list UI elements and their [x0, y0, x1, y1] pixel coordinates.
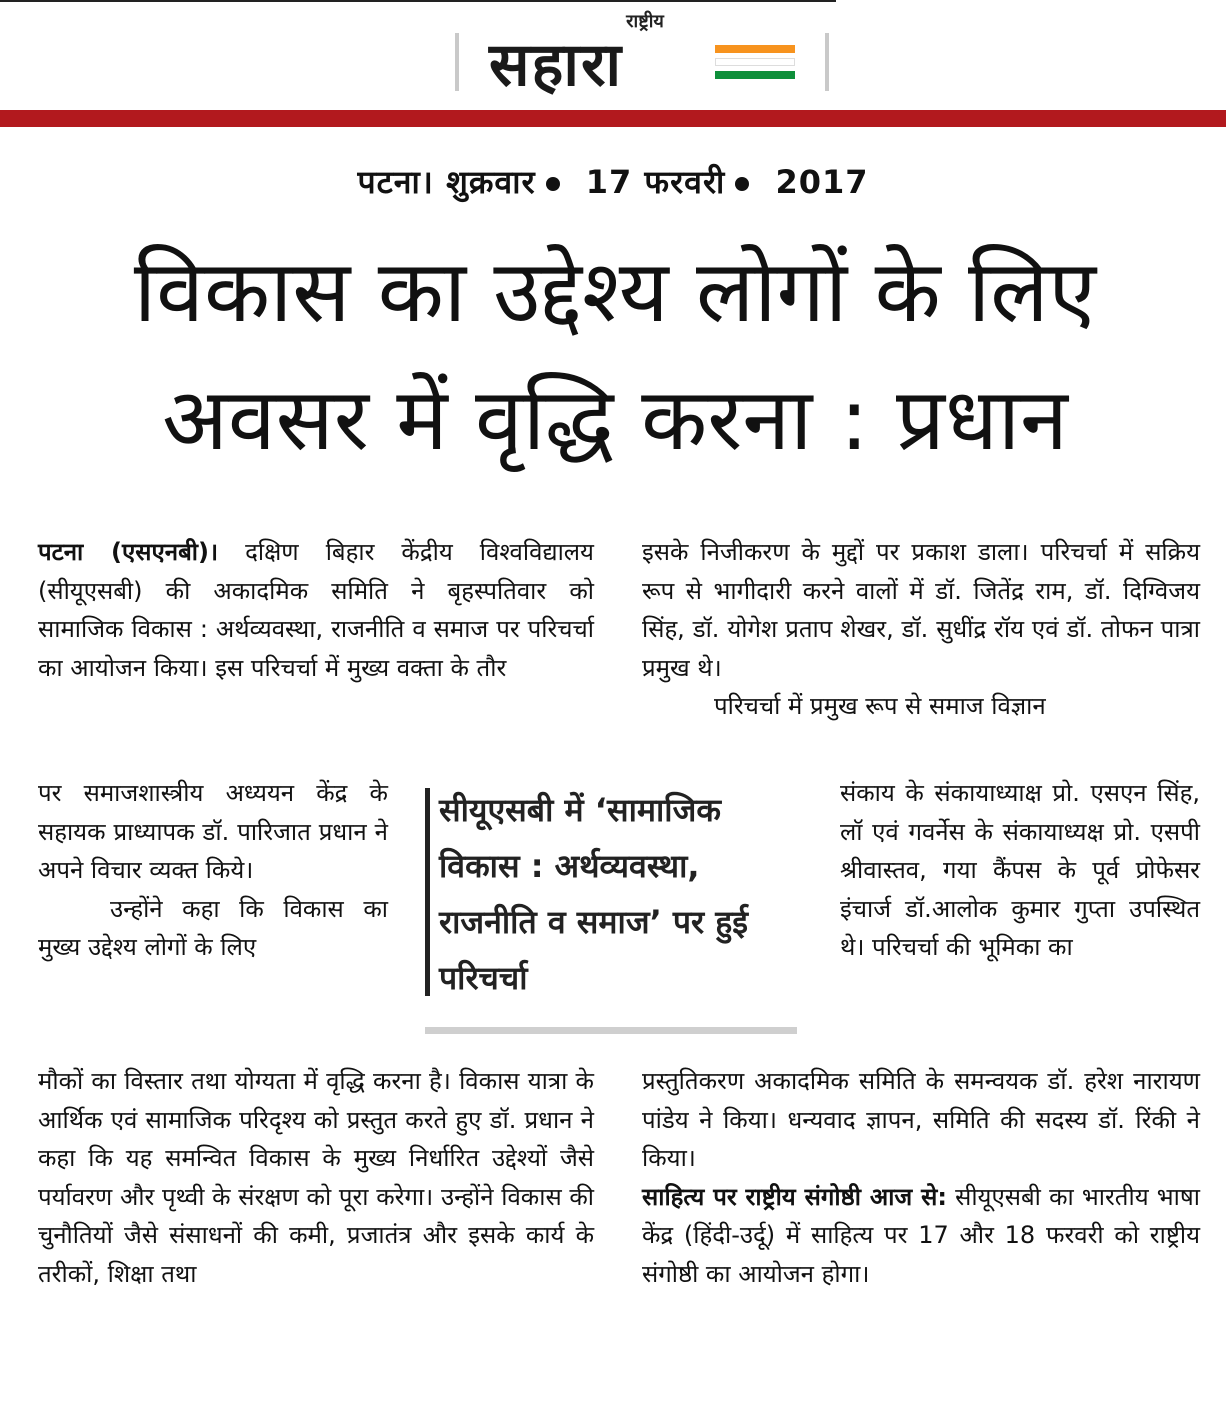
masthead-red-bar	[0, 110, 1226, 127]
article-left-mid	[38, 774, 388, 967]
article-paragraph: उन्होंने कहा कि विकास का मुख्य उद्देश्य लोगों के लिए	[38, 894, 388, 962]
dateline-year: 2017	[775, 163, 869, 201]
article-paragraph: सीयूएसबी का भारतीय भाषा केंद्र (हिंदी-उर्दू) में साहित्य पर 17 और 18 फरवरी को राष्ट्रीय संगोष्ठी का आयोजन होगा।	[642, 1182, 1200, 1288]
article-right-bottom	[642, 1062, 1200, 1294]
pull-quote-rule	[425, 1027, 797, 1034]
article-right-top	[642, 533, 1200, 726]
flag-stripe-saffron	[715, 45, 795, 53]
masthead-left-bar	[455, 33, 459, 91]
article-paragraph: प्रस्तुतिकरण अकादमिक समिति के समन्वयक डॉ. हरेश नारायण पांडेय ने किया। धन्यवाद ज्ञापन, समिति की सदस्य डॉ. रिंकी ने किया।	[642, 1067, 1200, 1173]
article-paragraph: इसके निजीकरण के मुद्दों पर प्रकाश डाला। परिचर्चा में सक्रिय रूप से भागीदारी करने वालों में डॉ. जितेंद्र राम, डॉ. दिग्विजय सिंह, डॉ. योगेश प्रताप शेखर, डॉ. सुधींद्र रॉय एवं डॉ. तोफन पात्रा प्रमुख थे।	[642, 538, 1200, 682]
headline: विकास का उद्देश्य लोगों के लिए अवसर में वृद्धि करना : प्रधान	[133, 242, 1097, 470]
masthead-title: सहारा	[489, 30, 624, 100]
pull-quote-bar	[425, 788, 430, 996]
article-paragraph: परिचर्चा में प्रमुख रूप से समाज विज्ञान	[714, 692, 1046, 721]
masthead-right-bar	[825, 33, 829, 91]
article-paragraph: पर समाजशास्त्रीय अध्ययन केंद्र के सहायक प्राध्यापक डॉ. पारिजात प्रधान ने अपने विचार व्यक्त किये।	[38, 779, 388, 885]
article-left-bottom	[38, 1062, 594, 1294]
flag-stripe-white	[715, 58, 795, 66]
pull-quote-text: सीयूएसबी में ‘सामाजिक विकास : अर्थव्यवस्था, राजनीति व समाज’ पर हुई परिचर्चा	[439, 791, 748, 997]
article-lead-byline: पटना (एसएनबी)।	[38, 538, 219, 566]
bullet-dot-icon	[735, 177, 749, 191]
dateline-day: शुक्रवार	[446, 163, 536, 201]
subhead-seminar: साहित्य पर राष्ट्रीय संगोष्ठी आज से:	[642, 1182, 947, 1211]
dateline-city: पटना।	[357, 163, 434, 201]
article-right-mid	[840, 774, 1200, 967]
tricolor-flag-logo	[715, 45, 795, 84]
article-paragraph: दक्षिण बिहार केंद्रीय विश्वविद्यालय (सीयूएसबी) की अकादमिक समिति ने बृहस्पतिवार को सामाजिक विकास : अर्थव्यवस्था, राजनीति व समाज पर परिचर्चा का आयोजन किया। इस परिचर्चा में मुख्य वक्ता के तौर	[38, 538, 594, 682]
article-left-top	[38, 533, 594, 687]
masthead-subtitle: राष्ट्रीय	[626, 11, 664, 32]
top-rule	[0, 0, 836, 2]
dateline-date: 17 फरवरी	[585, 163, 726, 201]
pull-quote	[425, 782, 797, 1034]
bullet-dot-icon	[546, 177, 560, 191]
masthead	[455, 5, 835, 105]
article-paragraph: मौकों का विस्तार तथा योग्यता में वृद्धि करना है। विकास यात्रा के आर्थिक एवं सामाजिक परिदृश्य को प्रस्तुत करते हुए डॉ. प्रधान ने कहा कि यह समन्वित विकास के मुख्य निर्धारित उद्देश्यों जैसे पर्यावरण और पृथ्वी के संरक्षण को पूरा करेगा। उन्होंने विकास की चुनौतियों जैसे संसाधनों की कमी, प्रजातंत्र और इसके कार्य के तरीकों, शिक्षा तथा	[38, 1067, 594, 1288]
article-paragraph: संकाय के संकायाध्याक्ष प्रो. एसएन सिंह, लॉ एवं गवर्नेस के संकायाध्यक्ष प्रो. एसपी श्रीवास्तव, गया कैंपस के पूर्व प्रोफेसर इंचार्ज डॉ.आलोक कुमार गुप्ता उपस्थित थे। परिचर्चा की भूमिका का	[840, 779, 1200, 962]
flag-stripe-green	[715, 71, 795, 79]
dateline	[0, 160, 1226, 203]
